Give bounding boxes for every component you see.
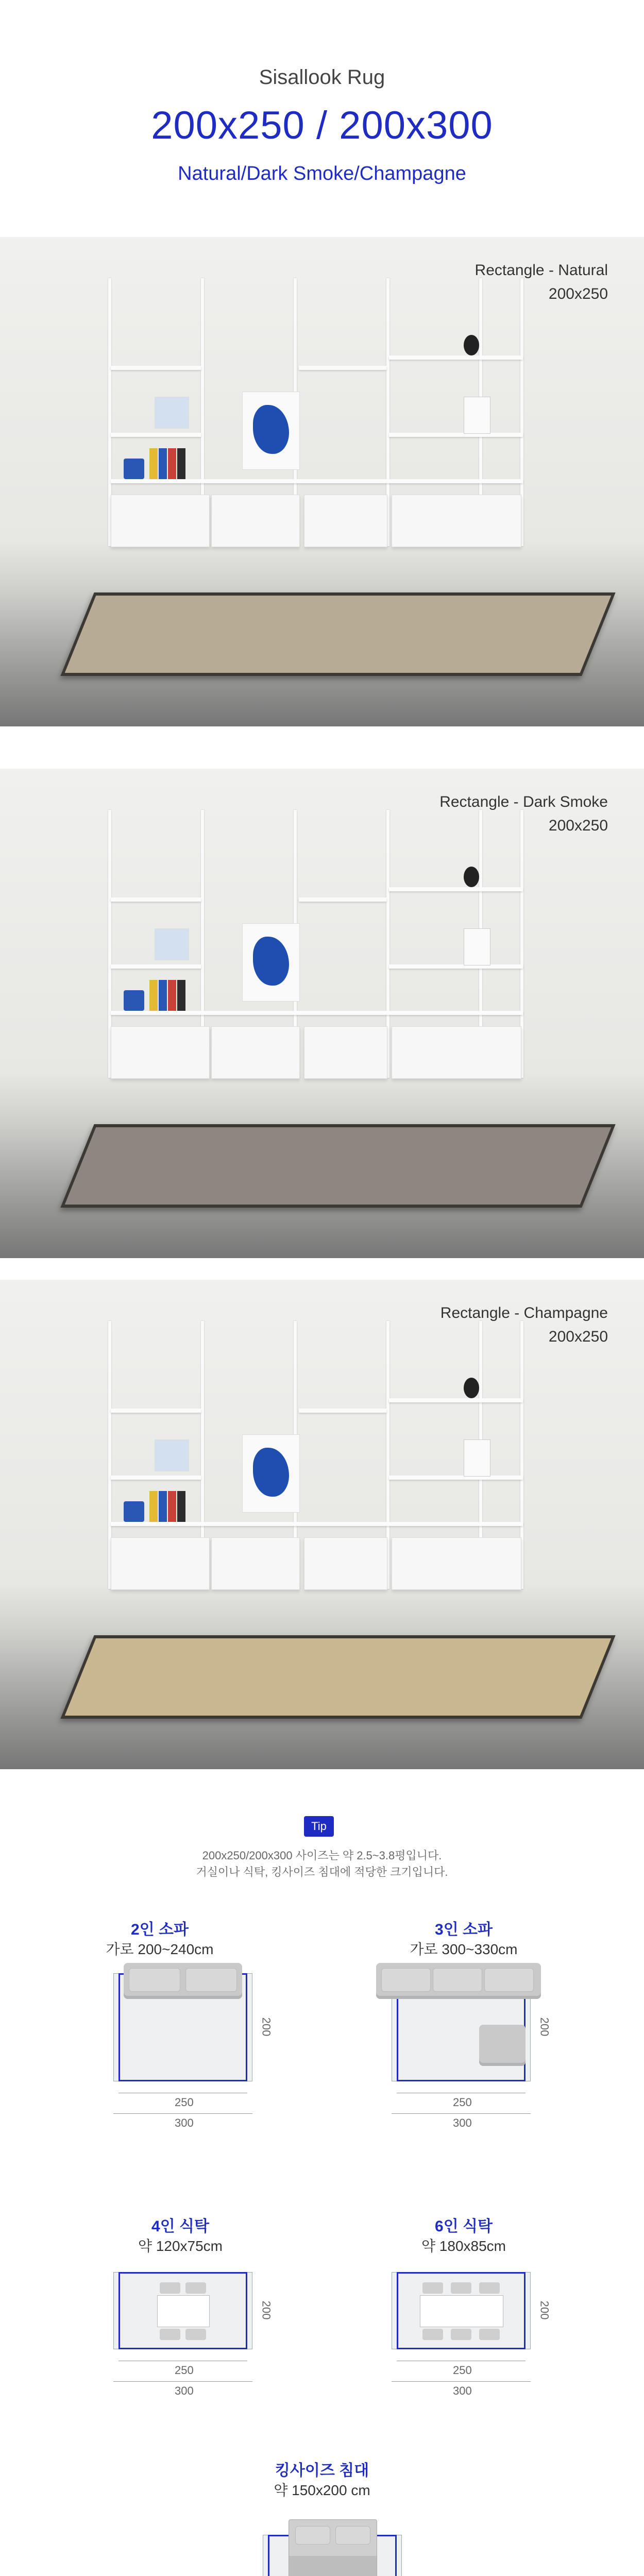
dining-chair [185,2282,206,2294]
small-print [155,928,189,960]
scene-caption [440,1301,608,1349]
guide-sofa2-dims: 가로 200~240cm [106,1941,214,1957]
wall-cabinet [304,1537,387,1590]
shelf [111,366,201,370]
shelf [111,1476,201,1480]
dining-chair [185,2329,206,2340]
dining-chair [422,2329,443,2340]
shelf [111,1522,523,1526]
sofa-3-seat [376,1963,541,1999]
dim-line [113,2381,252,2382]
shelf [299,366,386,370]
shelf [389,887,523,891]
wall-cabinet [211,1537,300,1590]
dining-table-6 [420,2295,503,2327]
scene-size: 200x250 [548,817,608,834]
guide-sofa3-diagram [376,1963,562,2133]
book [149,1491,158,1522]
sofa-cushion [381,1968,431,1992]
vase [124,459,144,479]
guide-table4-diagram [98,2262,283,2432]
sofa-cushion [484,1968,534,1992]
tip-badge: Tip [304,1816,334,1837]
guide-bed-dims: 약 150x200 cm [274,2482,370,2498]
product-sizes: 200x250 / 200x300 [151,104,493,147]
scene-size: 200x250 [548,285,608,302]
small-print [155,397,189,429]
frame [464,928,490,965]
artwork-figure [253,405,289,454]
tip-line-1: 200x250/200x300 사이즈는 약 2.5~3.8평입니다. [202,1849,442,1862]
artwork [242,1434,300,1513]
guide-sofa3-title: 3인 소파 [435,1921,493,1938]
artwork-figure [253,937,289,986]
shelf [111,897,201,902]
rug [60,1124,615,1208]
guide-table6-dims: 약 180x85cm [421,2238,506,2254]
dim-width-2: 300 [453,2384,472,2397]
scene-size: 200x250 [548,1328,608,1345]
product-colors: Natural/Dark Smoke/Champagne [178,163,466,184]
shelf [299,1409,386,1413]
scene-title: Rectangle - Natural [474,262,608,279]
decor-object [464,335,479,355]
wall-cabinet [211,495,300,547]
dim-width-1: 250 [453,2096,472,2109]
shelf [389,964,523,969]
shelf [389,1476,523,1480]
book [177,1491,185,1522]
book [168,448,176,479]
dim-height: 200 [538,2017,551,2037]
guide-sofa2-diagram [98,1963,283,2133]
shelf [111,964,201,969]
shelf [111,433,201,437]
book [159,448,167,479]
shelf [111,1409,201,1413]
scene-dark-smoke [0,769,644,1258]
dining-chair [479,2329,500,2340]
shelf [389,433,523,437]
guide-sofa3-dims: 가로 300~330cm [410,1941,518,1957]
vase [124,990,144,1011]
book [177,980,185,1011]
guide-sofa2-title: 2인 소파 [131,1921,189,1938]
product-name: Sisallook Rug [259,66,385,89]
rug [60,592,615,676]
decor-object [464,1378,479,1398]
dining-chair [160,2282,180,2294]
wall-cabinet [304,495,387,547]
book [159,980,167,1011]
dim-height: 200 [260,2017,273,2037]
shelf [111,479,523,483]
frame [464,1439,490,1477]
book [149,980,158,1011]
dining-table-4 [157,2295,210,2327]
book [149,448,158,479]
wall-cabinet [392,495,521,547]
king-bed [289,2519,377,2576]
wall-cabinet [304,1026,387,1079]
dining-chair [451,2329,471,2340]
shelf [111,1011,523,1015]
shelf [389,355,523,360]
book [168,980,176,1011]
scene-champagne [0,1280,644,1769]
guide-bed-title: 킹사이즈 침대 [275,2462,369,2479]
dining-chair [160,2329,180,2340]
dim-width-1: 250 [453,2364,472,2377]
guide-table4-title: 4인 식탁 [151,2218,209,2235]
sofa-2-seat [124,1963,242,1999]
vase [124,1501,144,1522]
pillow [335,2526,370,2545]
decor-object [464,867,479,887]
book [159,1491,167,1522]
dim-line [392,2113,531,2114]
scene-title: Rectangle - Champagne [440,1304,608,1321]
wall-cabinet [392,1537,521,1590]
scene-caption [475,259,608,306]
dim-line [392,2381,531,2382]
tip-line-2: 거실이나 식탁, 킹사이즈 침대에 적당한 크기입니다. [196,1866,448,1878]
artwork [242,392,300,470]
sofa-cushion [433,1968,482,1992]
dim-height: 200 [538,2300,551,2320]
shelf [389,1398,523,1402]
sofa-cushion [185,1968,237,1992]
dining-chair [479,2282,500,2294]
sofa-cushion [129,1968,180,1992]
frame [464,397,490,434]
wall-cabinet [111,495,210,547]
wall-cabinet [111,1026,210,1079]
scene-natural [0,237,644,726]
small-print [155,1439,189,1471]
pillow [295,2526,330,2545]
book [177,448,185,479]
dim-height: 200 [260,2300,273,2320]
artwork-figure [253,1448,289,1497]
dim-width-1: 250 [175,2096,194,2109]
dim-width-2: 300 [175,2384,194,2397]
dim-width-2: 300 [453,2116,472,2129]
wall-cabinet [111,1537,210,1590]
dim-line [113,2113,252,2114]
guide-table6-title: 6인 식탁 [435,2218,493,2235]
blanket [289,2556,377,2576]
dim-width-1: 250 [175,2364,194,2377]
wall-cabinet [211,1026,300,1079]
wall-cabinet [392,1026,521,1079]
shelf [299,897,386,902]
ottoman [479,2025,526,2066]
guide-table4-dims: 약 120x75cm [138,2238,223,2254]
dim-width-2: 300 [175,2116,194,2129]
guide-bed-diagram [237,2509,433,2576]
scene-caption [439,790,608,838]
scene-title: Rectangle - Dark Smoke [439,793,608,810]
book [168,1491,176,1522]
dining-chair [422,2282,443,2294]
guide-table6-diagram [376,2262,562,2432]
dining-chair [451,2282,471,2294]
artwork [242,923,300,1002]
rug [60,1635,615,1719]
